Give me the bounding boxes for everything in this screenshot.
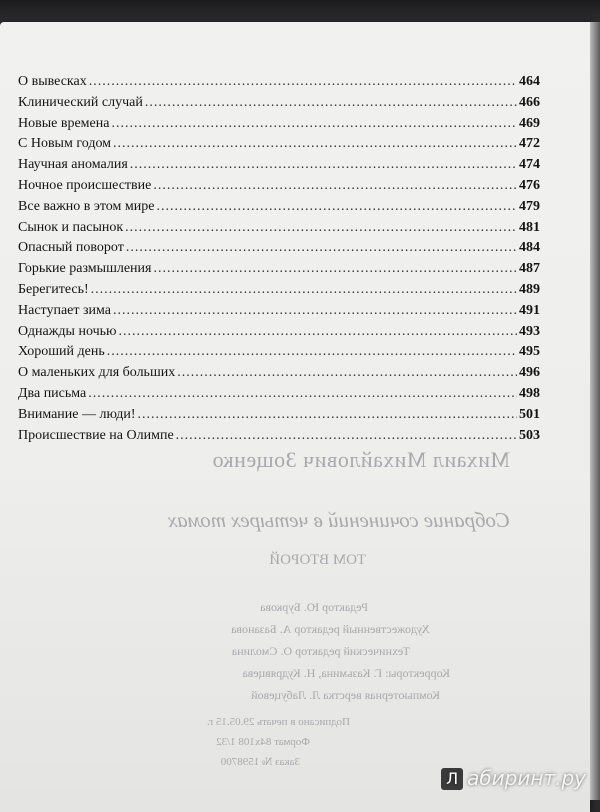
bleed-author: Михаил Михайлович Зощенко — [212, 447, 510, 472]
toc-entry-page: 503 — [519, 427, 540, 443]
toc-entry — [18, 197, 540, 218]
toc-leader-dots — [156, 197, 517, 218]
toc-entry — [18, 134, 540, 155]
toc-leader-dots — [177, 363, 517, 384]
watermark-text: абиринт.ру — [467, 765, 586, 790]
bleed-volume: ТОМ ВТОРОЙ — [269, 552, 366, 568]
toc-leader-dots — [113, 301, 517, 322]
toc-leader-dots — [138, 405, 517, 426]
toc-entry-title: Все важно в этом мире — [18, 198, 155, 214]
toc-entry-title: Однажды ночью — [18, 323, 117, 339]
toc-entry — [18, 342, 540, 363]
toc-entry — [18, 322, 540, 343]
toc-entry — [18, 405, 540, 426]
toc-entry-title: Клинический случай — [18, 94, 143, 110]
toc-entry-title: Хороший день — [18, 344, 105, 360]
toc-entry-title: Научная аномалия — [18, 157, 128, 173]
toc-leader-dots — [126, 238, 517, 259]
toc-leader-dots — [88, 384, 517, 405]
toc-leader-dots — [89, 72, 517, 93]
toc-entry-page: 496 — [519, 365, 540, 381]
toc-entry — [18, 93, 540, 114]
watermark — [441, 766, 586, 791]
toc-entry — [18, 280, 540, 301]
toc-entry-title: Горькие размышления — [18, 261, 152, 277]
toc-leader-dots — [107, 342, 517, 363]
toc-entry — [18, 426, 540, 447]
toc-entry-page: 498 — [519, 385, 540, 401]
toc-entry-title: Два письма — [18, 385, 87, 401]
bleed-credit: Компьютерная верстка Л. Лабуцевой — [251, 688, 440, 702]
toc-leader-dots — [91, 280, 517, 301]
toc-entry-page: 472 — [519, 136, 540, 152]
bleed-credit: Корректоры: Г. Казьмина, Н. Кудрявцева — [242, 666, 450, 680]
bleed-credit: Редактор Ю. Буркова — [260, 600, 368, 614]
toc-entry-page: 484 — [519, 240, 540, 256]
toc-leader-dots — [125, 218, 517, 239]
toc-leader-dots — [118, 322, 517, 343]
toc-entry — [18, 72, 540, 93]
bleed-print-info: Формат 84х108 1/32 — [216, 736, 310, 748]
toc-entry — [18, 363, 540, 384]
toc-entry-title: Опасный поворот — [18, 240, 124, 256]
toc-entry-title: Внимание — люди! — [18, 406, 136, 422]
table-of-contents — [18, 72, 540, 446]
toc-entry-page: 464 — [519, 74, 540, 89]
toc-entry — [18, 259, 540, 280]
toc-entry-page: 476 — [519, 177, 540, 193]
toc-entry-title: Наступает зима — [18, 302, 112, 318]
toc-entry-title: С Новым годом — [18, 136, 112, 152]
toc-entry-page: 474 — [519, 157, 540, 173]
toc-entry — [18, 176, 540, 197]
toc-entry-title: Новые времена — [18, 115, 110, 131]
toc-entry — [18, 301, 540, 322]
toc-entry — [18, 114, 540, 135]
toc-entry-page: 479 — [519, 198, 540, 214]
bleed-print-info: Заказ № 1598700 — [220, 756, 300, 768]
toc-entry-page: 491 — [519, 302, 540, 318]
toc-entry — [18, 384, 540, 405]
toc-entry — [18, 218, 540, 239]
toc-leader-dots — [176, 426, 517, 447]
toc-entry-page: 501 — [519, 406, 540, 422]
bleed-collection-title: Собрание сочинений в четырех томах — [167, 508, 510, 532]
toc-entry-page: 493 — [519, 323, 540, 339]
toc-entry — [18, 155, 540, 176]
toc-entry-title: Происшествие на Олимпе — [18, 427, 174, 443]
toc-entry-page: 487 — [519, 261, 540, 277]
toc-entry-title: Берегитесь! — [18, 281, 89, 297]
toc-entry-title: О маленьких для больших — [18, 365, 176, 381]
toc-entry-page: 466 — [519, 94, 540, 110]
toc-leader-dots — [153, 176, 517, 197]
toc-leader-dots — [130, 155, 517, 176]
toc-entry-page: 495 — [519, 344, 540, 360]
labirint-logo-icon: Л — [441, 768, 463, 790]
toc-leader-dots — [111, 114, 517, 135]
toc-entry-page: 469 — [519, 115, 540, 131]
toc-entry-page: 489 — [519, 281, 540, 297]
toc-leader-dots — [153, 259, 517, 280]
bleed-print-info: Подписано в печать 29.05.15 г. — [207, 716, 350, 728]
toc-entry-title: О вывесках — [18, 74, 87, 89]
toc-entry-title: Сынок и пасынок — [18, 219, 124, 235]
toc-entry-title: Ночное происшествие — [18, 177, 152, 193]
toc-entry — [18, 238, 540, 259]
toc-entry-page: 481 — [519, 219, 540, 235]
toc-leader-dots — [113, 134, 517, 155]
bleed-credit: Художественный редактор А. Базанова — [231, 622, 430, 636]
page-edge-shadow — [590, 22, 600, 800]
toc-leader-dots — [145, 93, 517, 114]
bleed-credit: Технический редактор О. Смолина — [231, 644, 410, 658]
